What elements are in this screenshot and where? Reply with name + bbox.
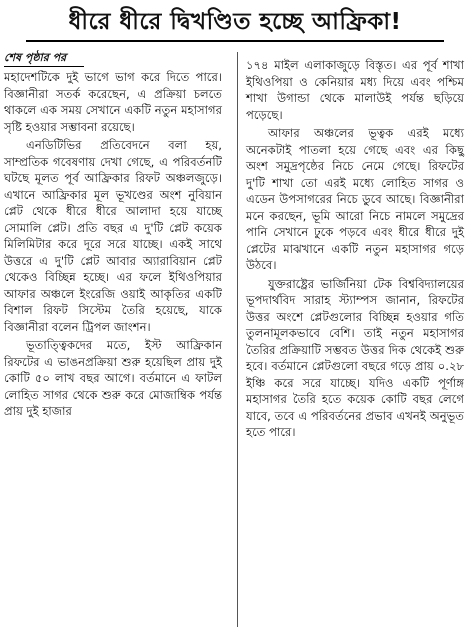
column-divider [237, 52, 238, 627]
left-column [4, 50, 222, 628]
paragraph: ভূতাত্ত্বিকদের মতে, ইস্ট আফ্রিকান রিফটের এ ভাঙনপ্রক্রিয়া শুরু হয়েছিল প্রায় দুই কোটি ৫০ লাখ বছর আগে। বর্তমানে এ ফাটল লোহিত সাগর থেকে শুরু করে মোজাম্বিক পর্যন্ত প্রায় দুই হাজার [4, 338, 222, 418]
continued-from-kicker: শেষ পৃষ্ঠার পর [4, 50, 84, 67]
paragraph: ১৭৪ মাইল এলাকাজুড়ে বিস্তৃত। এর পূর্ব শাখা ইথিওপিয়া ও কেনিয়ার মধ্য দিয়ে এবং পশ্চিম শাখা উগান্ডা থেকে মালাউই পর্যন্ত ছড়িয়ে পড়েছে। [246, 58, 464, 122]
paragraph: মহাদেশটিকে দুই ভাগে ভাগ করে দিতে পারে। বিজ্ঞানীরা সতর্ক করেছেন, এ প্রক্রিয়া চলতে থাকলে এক সময় সেখানে একটি নতুন মহাসাগর সৃষ্টি হওয়ার সম্ভাবনা রয়েছে। [4, 70, 222, 134]
paragraph: যুক্তরাষ্ট্রের ভার্জিনিয়া টেক বিশ্ববিদ্যালয়ের ভূপদার্থবিদ সারাহ স্ট্যাম্পস জানান, রিফটের উত্তর অংশে প্লেটগুলোর বিচ্ছিন্ন হওয়ার গতি তুলনামূলকভাবে বেশি। তাই নতুন মহাসাগর তৈরির প্রক্রিয়াটি সম্ভবত উত্তর দিক থেকেই শুরু হবে। বর্তমানে প্লেটগুলো বছরে গড়ে প্রায় ০.২৮ ইঞ্চি করে সরে যাচ্ছে। যদিও একটি পূর্ণাঙ্গ মহাসাগর তৈরি হতে কয়েক কোটি বছর লেগে যাবে, তবে এ পরিবর্তনের প্রভাব এখনই অনুভূত হতে পারে। [246, 276, 464, 439]
paragraph: আফার অঞ্চলের ভূত্বক এরই মধ্যে অনেকটাই পাতলা হয়ে গেছে এবং এর কিছু অংশ সমুদ্রপৃষ্ঠের নিচে নেমে গেছে। রিফটের দু'টি শাখা তো এরই মধ্যে লোহিত সাগর ও এডেন উপসাগরের নিচে ডুবে আছে। বিজ্ঞানীরা মনে করছেন, ভূমি আরো নিচে নামলে সমুদ্রের পানি সেখানে ঢুকে পড়বে এবং ধীরে ধীরে দুই প্লেটের মাঝখানে একটি নতুন মহাসাগর গড়ে উঠবে। [246, 126, 464, 272]
right-column [246, 57, 464, 627]
headline: ধীরে ধীরে দ্বিখণ্ডিত হচ্ছে আফ্রিকা! [26, 4, 444, 42]
paragraph: এনডিটিভির প্রতিবেদনে বলা হয়, সাম্প্রতিক গবেষণায় দেখা গেছে, এ পরিবর্তনটি ঘটছে মূলত পূর্ব আফ্রিকার রিফট অঞ্চলজুড়ে। এখানে আফ্রিকার মূল ভূখণ্ডের অংশ নুবিয়ান প্লেট থেকে ধীরে ধীরে আলাদা হয়ে যাচ্ছে সোমালি প্লেট। প্রতি বছর এ দু'টি প্লেট কয়েক মিলিমিটার করে দূরে সরে যাচ্ছে। একই সাথে উত্তরে এ দু'টি প্লেট আবার অ্যারাবিয়ান প্লেট থেকেও বিচ্ছিন্ন হচ্ছে। এর ফলে ইথিওপিয়ার আফার অঞ্চলে ইংরেজি ওয়াই আকৃতির একটি বিশাল রিফট সিস্টেম তৈরি হয়েছে, যাকে বিজ্ঞানীরা বলেন ট্রিপল জাংশন। [4, 138, 222, 334]
